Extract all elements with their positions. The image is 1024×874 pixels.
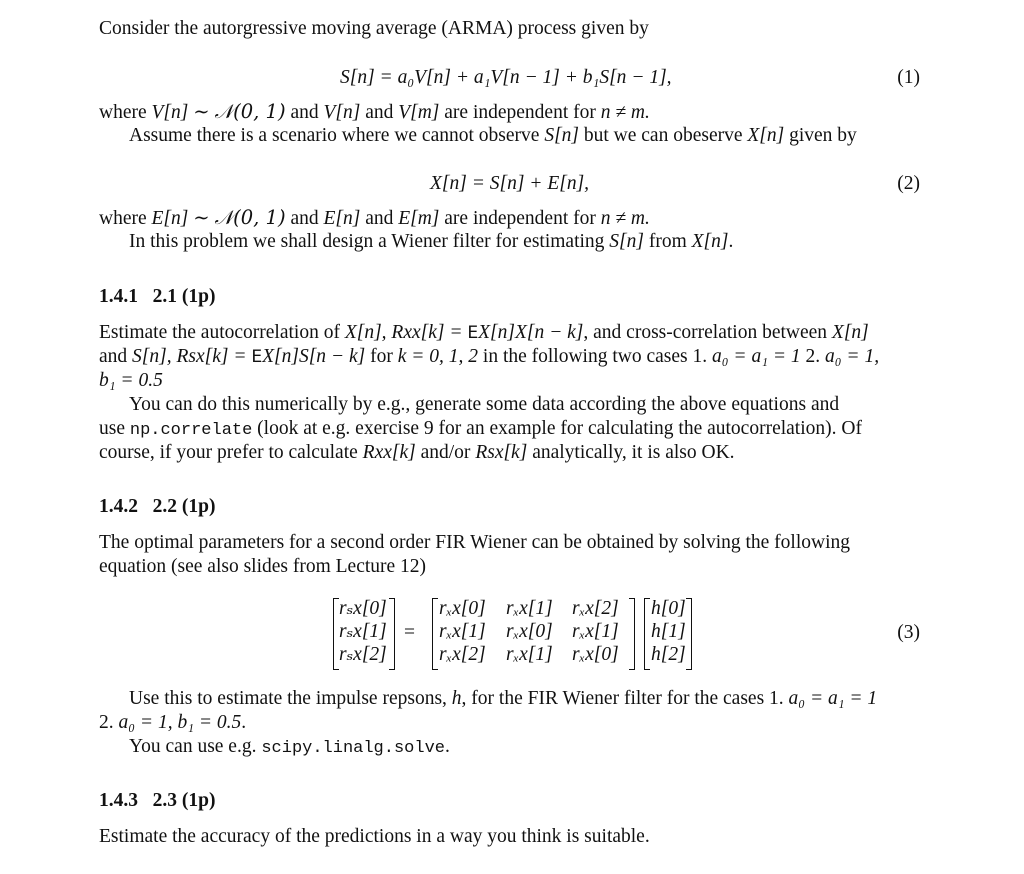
section-1-heading: 1.4.1 2.1 (1p) [99,286,216,307]
section-1-para-2-line-2: use np.correlate (look at e.g. exercise 9 for an example for calculating the autocorrelation). Of [99,418,862,440]
section-1-para-2-line-3: course, if your prefer to calculate Rxx[k] and/or Rsx[k] analytically, it is also OK. [99,442,735,463]
section-1-para-2-line-1: You can do this numerically by e.g., generate some data according the above equations and [129,394,840,415]
h-vector: h[0] h[1] h[2] [644,598,692,670]
section-2-line-1: The optimal parameters for a second order FIR Wiener can be obtained by solving the following [99,532,851,553]
where-1-text: where V[n] ∼ 𝒩(0, 1) and V[n] and V[m] are independent for n ≠ m. [99,100,650,123]
section-2-heading: 1.4.2 2.2 (1p) [99,496,216,517]
equation-3-number: (3) [897,622,920,643]
section-2-use-line-1: Use this to estimate the impulse repsons, h, for the FIR Wiener filter for the cases 1. a₀ = a₁ = 1 [129,688,878,709]
section-3-heading: 1.4.3 2.3 (1p) [99,790,216,811]
equation-2-number: (2) [897,173,920,194]
scipy-solve-code: scipy.linalg.solve [261,739,445,758]
where-2-text: where E[n] ∼ 𝒩(0, 1) and E[n] and E[m] are independent for n ≠ m. [99,206,650,229]
section-1-line-3: b₁ = 0.5 [99,370,163,391]
section-2-use-line-2: 2. a₀ = 1, b₁ = 0.5. [99,712,247,733]
section-2-use-line-3: You can use e.g. scipy.linalg.solve. [129,736,450,758]
lhs-vector: rₛx[0] rₛx[1] rₛx[2] [333,598,395,670]
section-1-line-1: Estimate the autocorrelation of X[n], Rxx[k] = EX[n]X[n − k], and cross-correlation between X[n] [99,322,869,343]
equation-2: X[n] = S[n] + E[n], [430,173,590,194]
equation-1-number: (1) [897,67,920,88]
section-1-line-2: and S[n], Rsx[k] = EX[n]S[n − k] for k = 0, 1, 2 in the following two cases 1. a₀ = a₁ = 1 2. a₀ = 1, [99,346,880,367]
assume-text: Assume there is a scenario where we cannot observe S[n] but we can obeserve X[n] given by [129,125,857,146]
equation-1-lhs: S[n] = [340,67,398,88]
matrix-equals-sign: = [404,622,415,643]
np-correlate-code: np.correlate [129,421,253,440]
equation-1-rhs: a₀V[n] + a₁V[n − 1] + b₁S[n − 1], [397,67,672,88]
intro-text: Consider the autorgressive moving average (ARMA) process given by [99,18,649,39]
problem-statement: In this problem we shall design a Wiener filter for estimating S[n] from X[n]. [129,231,734,252]
section-2-line-2: equation (see also slides from Lecture 12) [99,556,427,577]
autocorrelation-matrix: rₓx[0] rₓx[1] rₓx[2] rₓx[1] rₓx[0] rₓx[1] rₓx[2] rₓx[1] rₓx[0] [432,598,635,670]
equation-1 [340,66,672,90]
section-3-line-1: Estimate the accuracy of the predictions in a way you think is suitable. [99,826,650,847]
